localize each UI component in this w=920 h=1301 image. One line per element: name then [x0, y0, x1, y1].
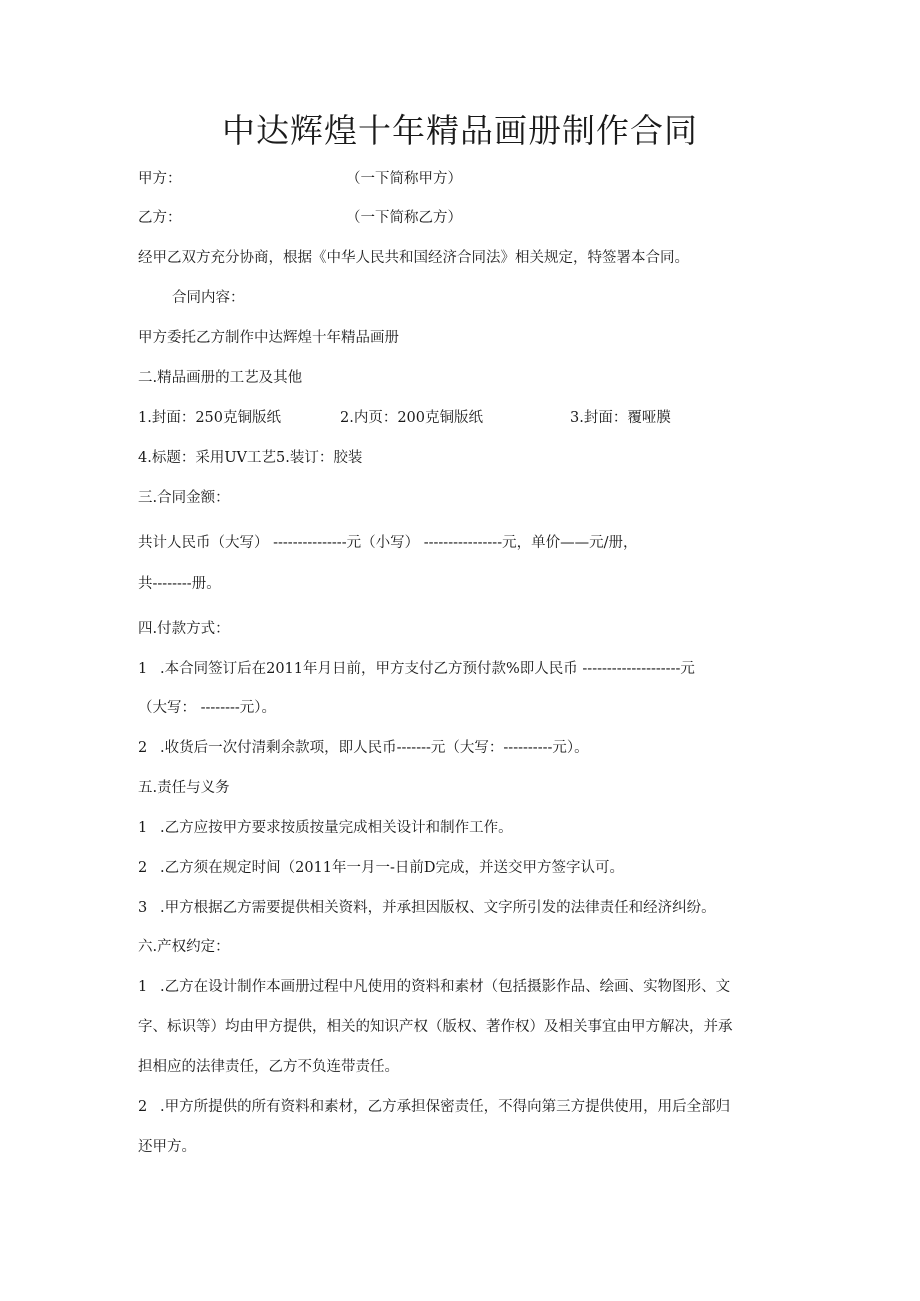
duty-item-2: [138, 857, 624, 879]
craft-item-4: 4.标题：采用UV工艺5.装订：胶装: [138, 450, 363, 466]
ip-item-1: [138, 976, 730, 998]
duty-item-3-number: 3: [138, 900, 148, 916]
amount-line-2: 共--------册。: [138, 576, 221, 592]
ip-item-1-text: .乙方在设计制作本画册过程中凡使用的资料和素材（包括摄影作品、绘画、实物图形、文: [160, 979, 731, 995]
section-2-heading: 二.精品画册的工艺及其他: [138, 370, 303, 386]
amount-line-1: 共计人民币（大写） ---------------元（小写） ----------------元，单价——元/册，: [138, 535, 638, 551]
duty-item-2-number: 2: [138, 860, 148, 876]
preamble: 经甲乙双方充分协商，根据《中华人民共和国经济合同法》相关规定，特签署本合同。: [138, 250, 689, 266]
document-title: 中达辉煌十年精品画册制作合同: [222, 111, 698, 150]
section-4-heading: 四.付款方式：: [138, 621, 230, 637]
ip-item-1-number: 1: [138, 979, 148, 995]
ip-item-2: [138, 1096, 730, 1118]
craft-item-3: 3.封面：覆哑膜: [570, 410, 671, 426]
ip-item-1-cont-1: 字、标识等）均由甲方提供，相关的知识产权（版权、著作权）及相关事宜由甲方解决，并承: [138, 1019, 733, 1035]
payment-item-2-text: .收货后一次付清剩余款项，即人民币-------元（大写：----------元）。: [160, 740, 589, 756]
party-a-label: 甲方：: [138, 171, 182, 187]
payment-item-1-text: .本合同签订后在2011年月日前，甲方支付乙方预付款%即人民币 --------------------元: [160, 661, 695, 677]
payment-item-2-number: 2: [138, 740, 148, 756]
party-b-line: [138, 207, 462, 229]
duty-item-1-text: .乙方应按甲方要求按质按量完成相关设计和制作工作。: [160, 820, 513, 836]
payment-item-1: [138, 658, 695, 680]
craft-item-2: 2.内页：200克铜版纸: [340, 410, 484, 426]
duty-item-2-text: .乙方须在规定时间（2011年一月一-日前D完成，并送交甲方签字认可。: [160, 860, 625, 876]
party-a-note: （一下简称甲方）: [346, 171, 462, 187]
commission-text: 甲方委托乙方制作中达辉煌十年精品画册: [138, 330, 399, 346]
duty-item-1-number: 1: [138, 820, 148, 836]
craft-item-1: 1.封面：250克铜版纸: [138, 410, 282, 426]
duty-item-3-text: .甲方根据乙方需要提供相关资料，并承担因版权、文字所引发的法律责任和经济纠纷。: [160, 900, 716, 916]
duty-item-1: [138, 817, 513, 839]
ip-item-2-text: .甲方所提供的所有资料和素材，乙方承担保密责任，不得向第三方提供使用，用后全部归: [160, 1099, 731, 1115]
ip-item-2-cont: 还甲方。: [138, 1139, 196, 1155]
party-a-line: [138, 168, 462, 190]
party-b-label: 乙方：: [138, 210, 182, 226]
party-b-note: （一下简称乙方）: [346, 210, 462, 226]
ip-item-1-cont-2: 担相应的法律责任，乙方不负连带责任。: [138, 1059, 399, 1075]
section-6-heading: 六.产权约定：: [138, 939, 230, 955]
payment-item-1-cont: （大写： --------元）。: [138, 700, 277, 716]
payment-item-1-number: 1: [138, 661, 148, 677]
duty-item-3: [138, 897, 716, 919]
payment-item-2: [138, 737, 589, 759]
section-5-heading: 五.责任与义务: [138, 780, 230, 796]
ip-item-2-number: 2: [138, 1099, 148, 1115]
section-3-heading: 三.合同金额：: [138, 490, 230, 506]
contract-content-heading: 合同内容：: [172, 290, 245, 306]
